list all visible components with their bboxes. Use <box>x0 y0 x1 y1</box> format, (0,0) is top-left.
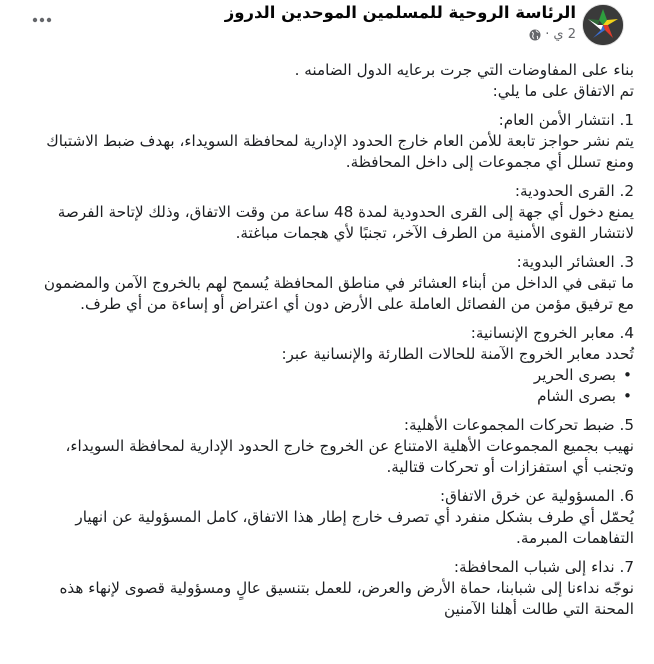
section-text: التفاهمات المبرمة. <box>516 529 634 547</box>
agreement-section <box>16 323 634 407</box>
post-meta <box>529 27 576 42</box>
section-title: 1. انتشار الأمن العام: <box>498 111 634 129</box>
section-text: نهيب بجميع المجموعات الأهلية الامتناع عن الخروج خارج الحدود الإدارية لمحافظة السويداء، <box>65 437 634 455</box>
post-timestamp[interactable]: 2 ي <box>553 27 576 42</box>
section-title: 7. نداء إلى شباب المحافظة: <box>453 558 634 576</box>
section-text: مع ترفيق مؤمن من الفصائل العاملة على الأرض دون أي اعتراض أو إساءة من أي طرف. <box>80 295 634 313</box>
agreement-sections <box>16 110 634 620</box>
section-text: يتم نشر حواجز تابعة للأمن العام خارج الحدود الإدارية لمحافظة السويداء، بهدف ضبط الاشتباك <box>46 132 634 150</box>
list-item: • بصرى الحرير <box>16 365 634 386</box>
section-text: نوجّه نداءنا إلى شبابنا، حماة الأرض والعرض، للعمل بتنسيق عالٍ ومسؤولية قصوى لإنهاء هذه <box>59 579 634 597</box>
section-text: يُحمّل أي طرف بشكل منفرد أي تصرف خارج إطار هذا الاتفاق، كامل المسؤولية عن انهيار <box>75 508 634 526</box>
agreement-section <box>16 415 634 478</box>
globe-icon[interactable] <box>529 29 541 41</box>
section-title: 2. القرى الحدودية: <box>514 182 634 200</box>
section-text: ومنع تسلل أي مجموعات إلى داخل المحافظة. <box>345 153 634 171</box>
section-title: 4. معابر الخروج الإنسانية: <box>470 324 634 342</box>
section-text: وتجنب أي استفزازات أو تحركات قتالية. <box>386 458 634 476</box>
intro-line: بناء على المفاوضات التي جرت برعايه الدول الضامنه . <box>294 61 634 79</box>
post-intro <box>16 60 634 102</box>
more-horizontal-icon <box>32 17 52 23</box>
section-text: تُحدد معابر الخروج الآمنة للحالات الطارئة والإنسانية عبر: <box>281 345 634 363</box>
agreement-section <box>16 252 634 315</box>
crossing-list <box>16 365 634 407</box>
section-text: لانتشار القوى الأمنية من الطرف الآخر، تجنبًا لأي هجمات مباغتة. <box>235 224 634 242</box>
more-options-button[interactable] <box>28 6 56 34</box>
section-text: يمنع دخول أي جهة إلى القرى الحدودية لمدة 48 ساعة من وقت الاتفاق، وذلك لإتاحة الفرصة <box>57 203 634 221</box>
list-item: • بصرى الشام <box>16 386 634 407</box>
page-name-link[interactable]: الرئاسة الروحية للمسلمين الموحدين الدروز <box>224 3 576 22</box>
section-text: ما تبقى في الداخل من أبناء العشائر في مناطق المحافظة يُسمح لهم بالخروج الآمن والمضمون <box>43 274 634 292</box>
intro-line: تم الاتفاق على ما يلي: <box>492 82 634 100</box>
section-title: 3. العشائر البدوية: <box>516 253 634 271</box>
section-title: 6. المسؤولية عن خرق الاتفاق: <box>439 487 634 505</box>
post-body <box>12 60 638 620</box>
section-text: المحنة التي طالت أهلنا الآمنين <box>443 600 634 618</box>
agreement-section <box>16 557 634 620</box>
post-header <box>12 0 638 52</box>
agreement-section <box>16 486 634 549</box>
page-avatar[interactable] <box>582 4 624 46</box>
druze-star-logo <box>583 5 623 45</box>
meta-separator: · <box>545 27 550 42</box>
agreement-section <box>16 181 634 244</box>
section-title: 5. ضبط تحركات المجموعات الأهلية: <box>403 416 634 434</box>
agreement-section <box>16 110 634 173</box>
